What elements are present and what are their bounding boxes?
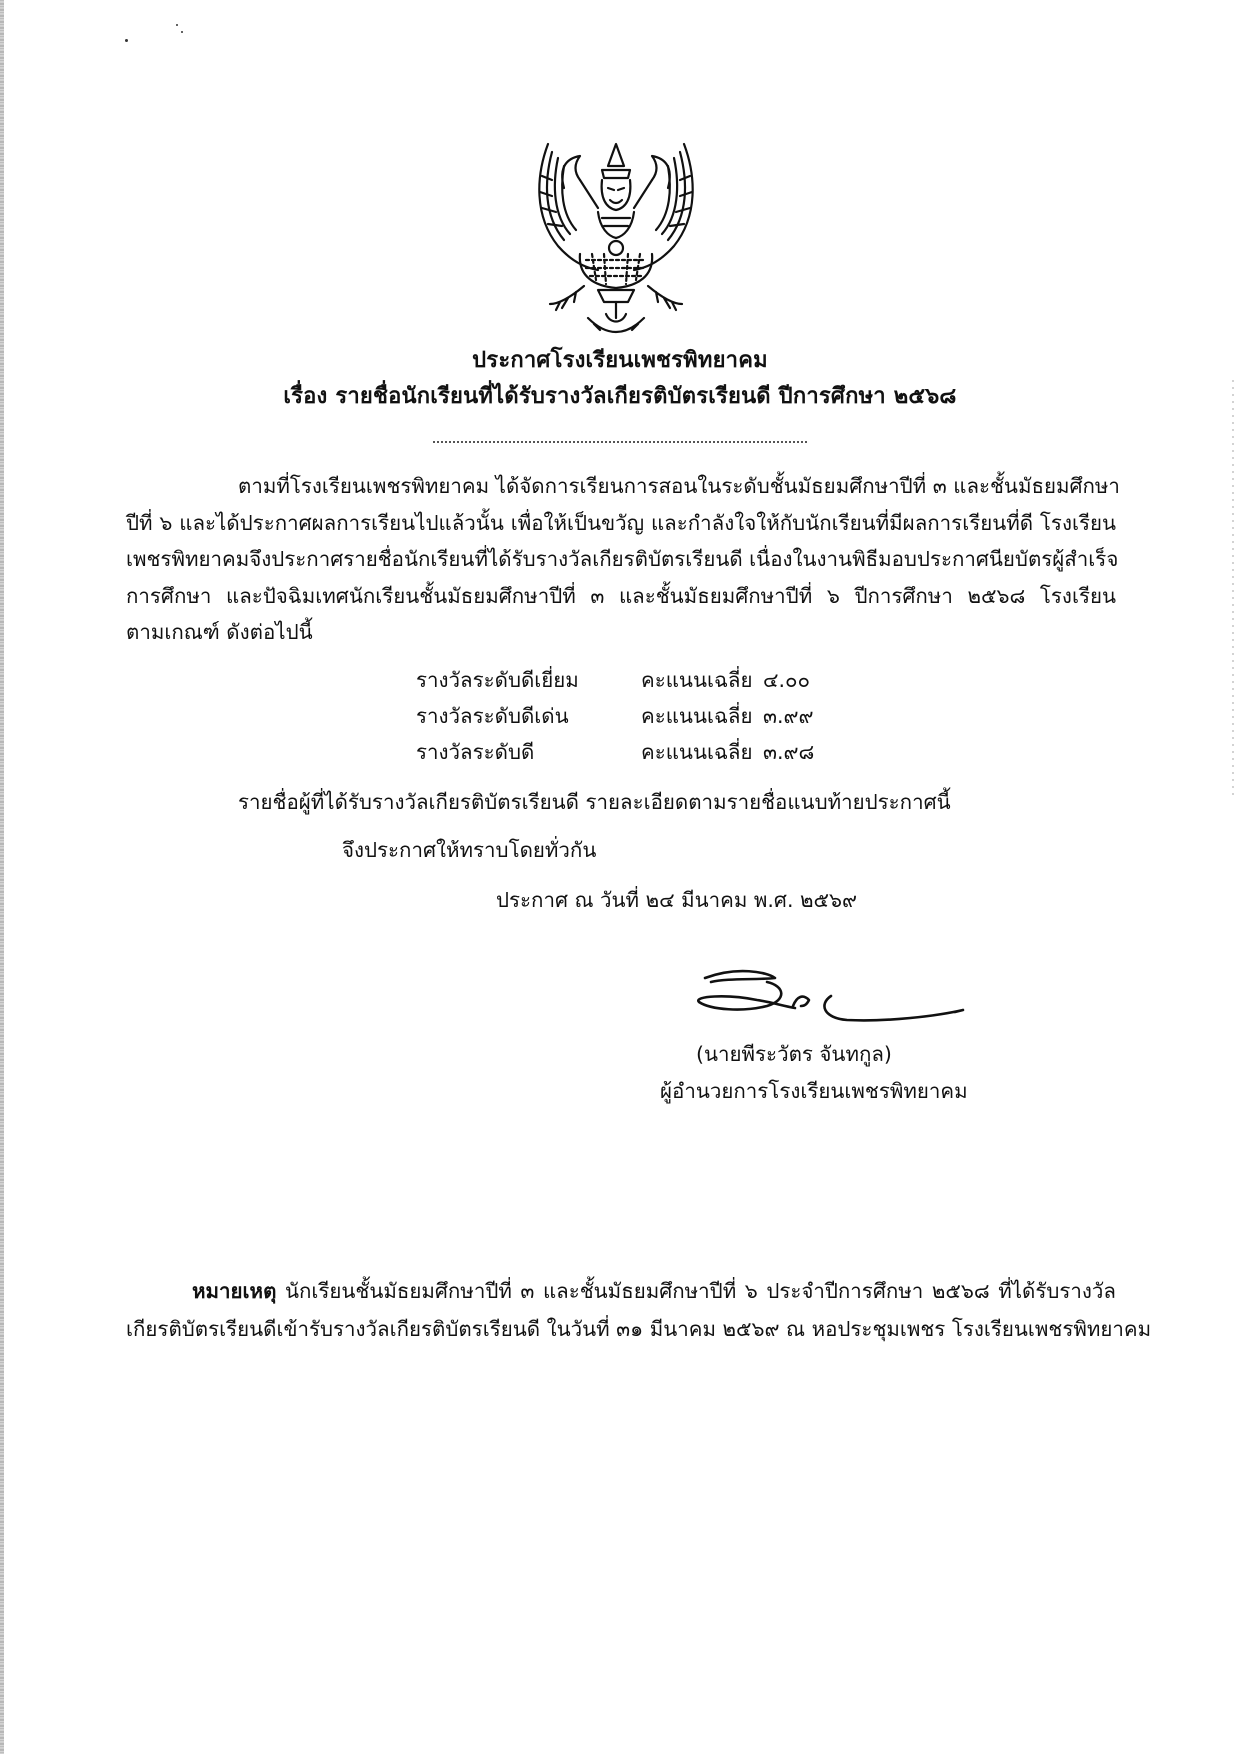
paragraph-line: ตามเกณฑ์ ดังต่อไปนี้ (126, 620, 313, 644)
scan-speck (176, 24, 178, 26)
scan-edge-left (0, 0, 4, 1754)
criteria-row (416, 734, 843, 770)
criteria-row (416, 698, 843, 734)
note-label: หมายเหตุ (192, 1279, 277, 1303)
paragraph-line: เพชรพิทยาคมจึงประกาศรายชื่อนักเรียนที่ได้รับรางวัลเกียรติบัตรเรียนดี เนื่องในงานพิธีมอบประกาศนียบัตรผู้สำเร็จ (126, 547, 1119, 571)
average-score-label: คะแนนเฉลี่ย (641, 704, 753, 728)
details-line: รายชื่อผู้ที่ได้รับรางวัลเกียรติบัตรเรียนดี รายละเอียดตามรายชื่อแนบท้ายประกาศนี้ (238, 790, 951, 814)
date-line: ประกาศ ณ วันที่ ๒๔ มีนาคม พ.ศ. ๒๕๖๙ (496, 888, 858, 912)
paragraph-line: การศึกษา และปัจฉิมเทศนักเรียนชั้นมัธยมศึกษาปีที่ ๓ และชั้นมัธยมศึกษาปีที่ ๖ ปีการศึกษา ๒๕๖๘ โรงเรียน (126, 583, 1116, 608)
average-score-label: คะแนนเฉลี่ย (641, 740, 753, 764)
average-score-value: ๓.๙๙ (763, 704, 814, 728)
note-text: นักเรียนชั้นมัธยมศึกษาปีที่ ๓ และชั้นมัธยมศึกษาปีที่ ๖ ประจำปีการศึกษา ๒๕๖๘ ที่ได้รับรางวัล (276, 1279, 1116, 1303)
paragraph-line: ตามที่โรงเรียนเพชรพิทยาคม ได้จัดการเรียนการสอนในระดับชั้นมัธยมศึกษาปีที่ ๓ และชั้นมัธยมศึกษา (238, 474, 1120, 498)
announcement-title: ประกาศโรงเรียนเพชรพิทยาคม (472, 348, 768, 373)
note-line: เกียรติบัตรเรียนดีเข้ารับรางวัลเกียรติบัตรเรียนดี ในวันที่ ๓๑ มีนาคม ๒๕๖๙ ณ หอประชุมเพชร โรงเรียนเพชรพิทยาคม (126, 1317, 1152, 1341)
announcement-paragraph (126, 468, 1120, 651)
announcement-subject: เรื่อง รายชื่อนักเรียนที่ได้รับรางวัลเกียรติบัตรเรียนดี ปีการศึกษา ๒๕๖๘ (283, 384, 957, 409)
note-paragraph (126, 1272, 1152, 1348)
average-score-value: ๔.๐๐ (763, 668, 811, 692)
garuda-emblem-icon (528, 136, 704, 336)
note-line (126, 1272, 1116, 1310)
award-criteria-table (416, 662, 843, 770)
award-level: รางวัลระดับดีเยี่ยม (416, 668, 579, 692)
criteria-row (416, 662, 843, 698)
average-score-value: ๓.๙๘ (763, 740, 815, 764)
paragraph-line: ปีที่ ๖ และได้ประกาศผลการเรียนไปแล้วนั้น เพื่อให้เป็นขวัญ และกำลังใจให้กับนักเรียนที่มีผลการเรียนที่ดี โรงเรียน (126, 510, 1116, 535)
award-level: รางวัลระดับดี (416, 740, 535, 764)
director-signature (697, 966, 967, 1026)
director-name: (นายพีระวัตร จันทกูล) (696, 1042, 892, 1066)
dotted-separator (433, 441, 807, 443)
scan-speck (181, 31, 183, 33)
award-level: รางวัลระดับดีเด่น (416, 704, 569, 728)
announce-line: จึงประกาศให้ทราบโดยทั่วกัน (342, 838, 597, 862)
scan-speck (125, 39, 128, 42)
average-score-label: คะแนนเฉลี่ย (641, 668, 753, 692)
scan-edge-right (1232, 380, 1234, 800)
director-position: ผู้อำนวยการโรงเรียนเพชรพิทยาคม (660, 1079, 968, 1103)
